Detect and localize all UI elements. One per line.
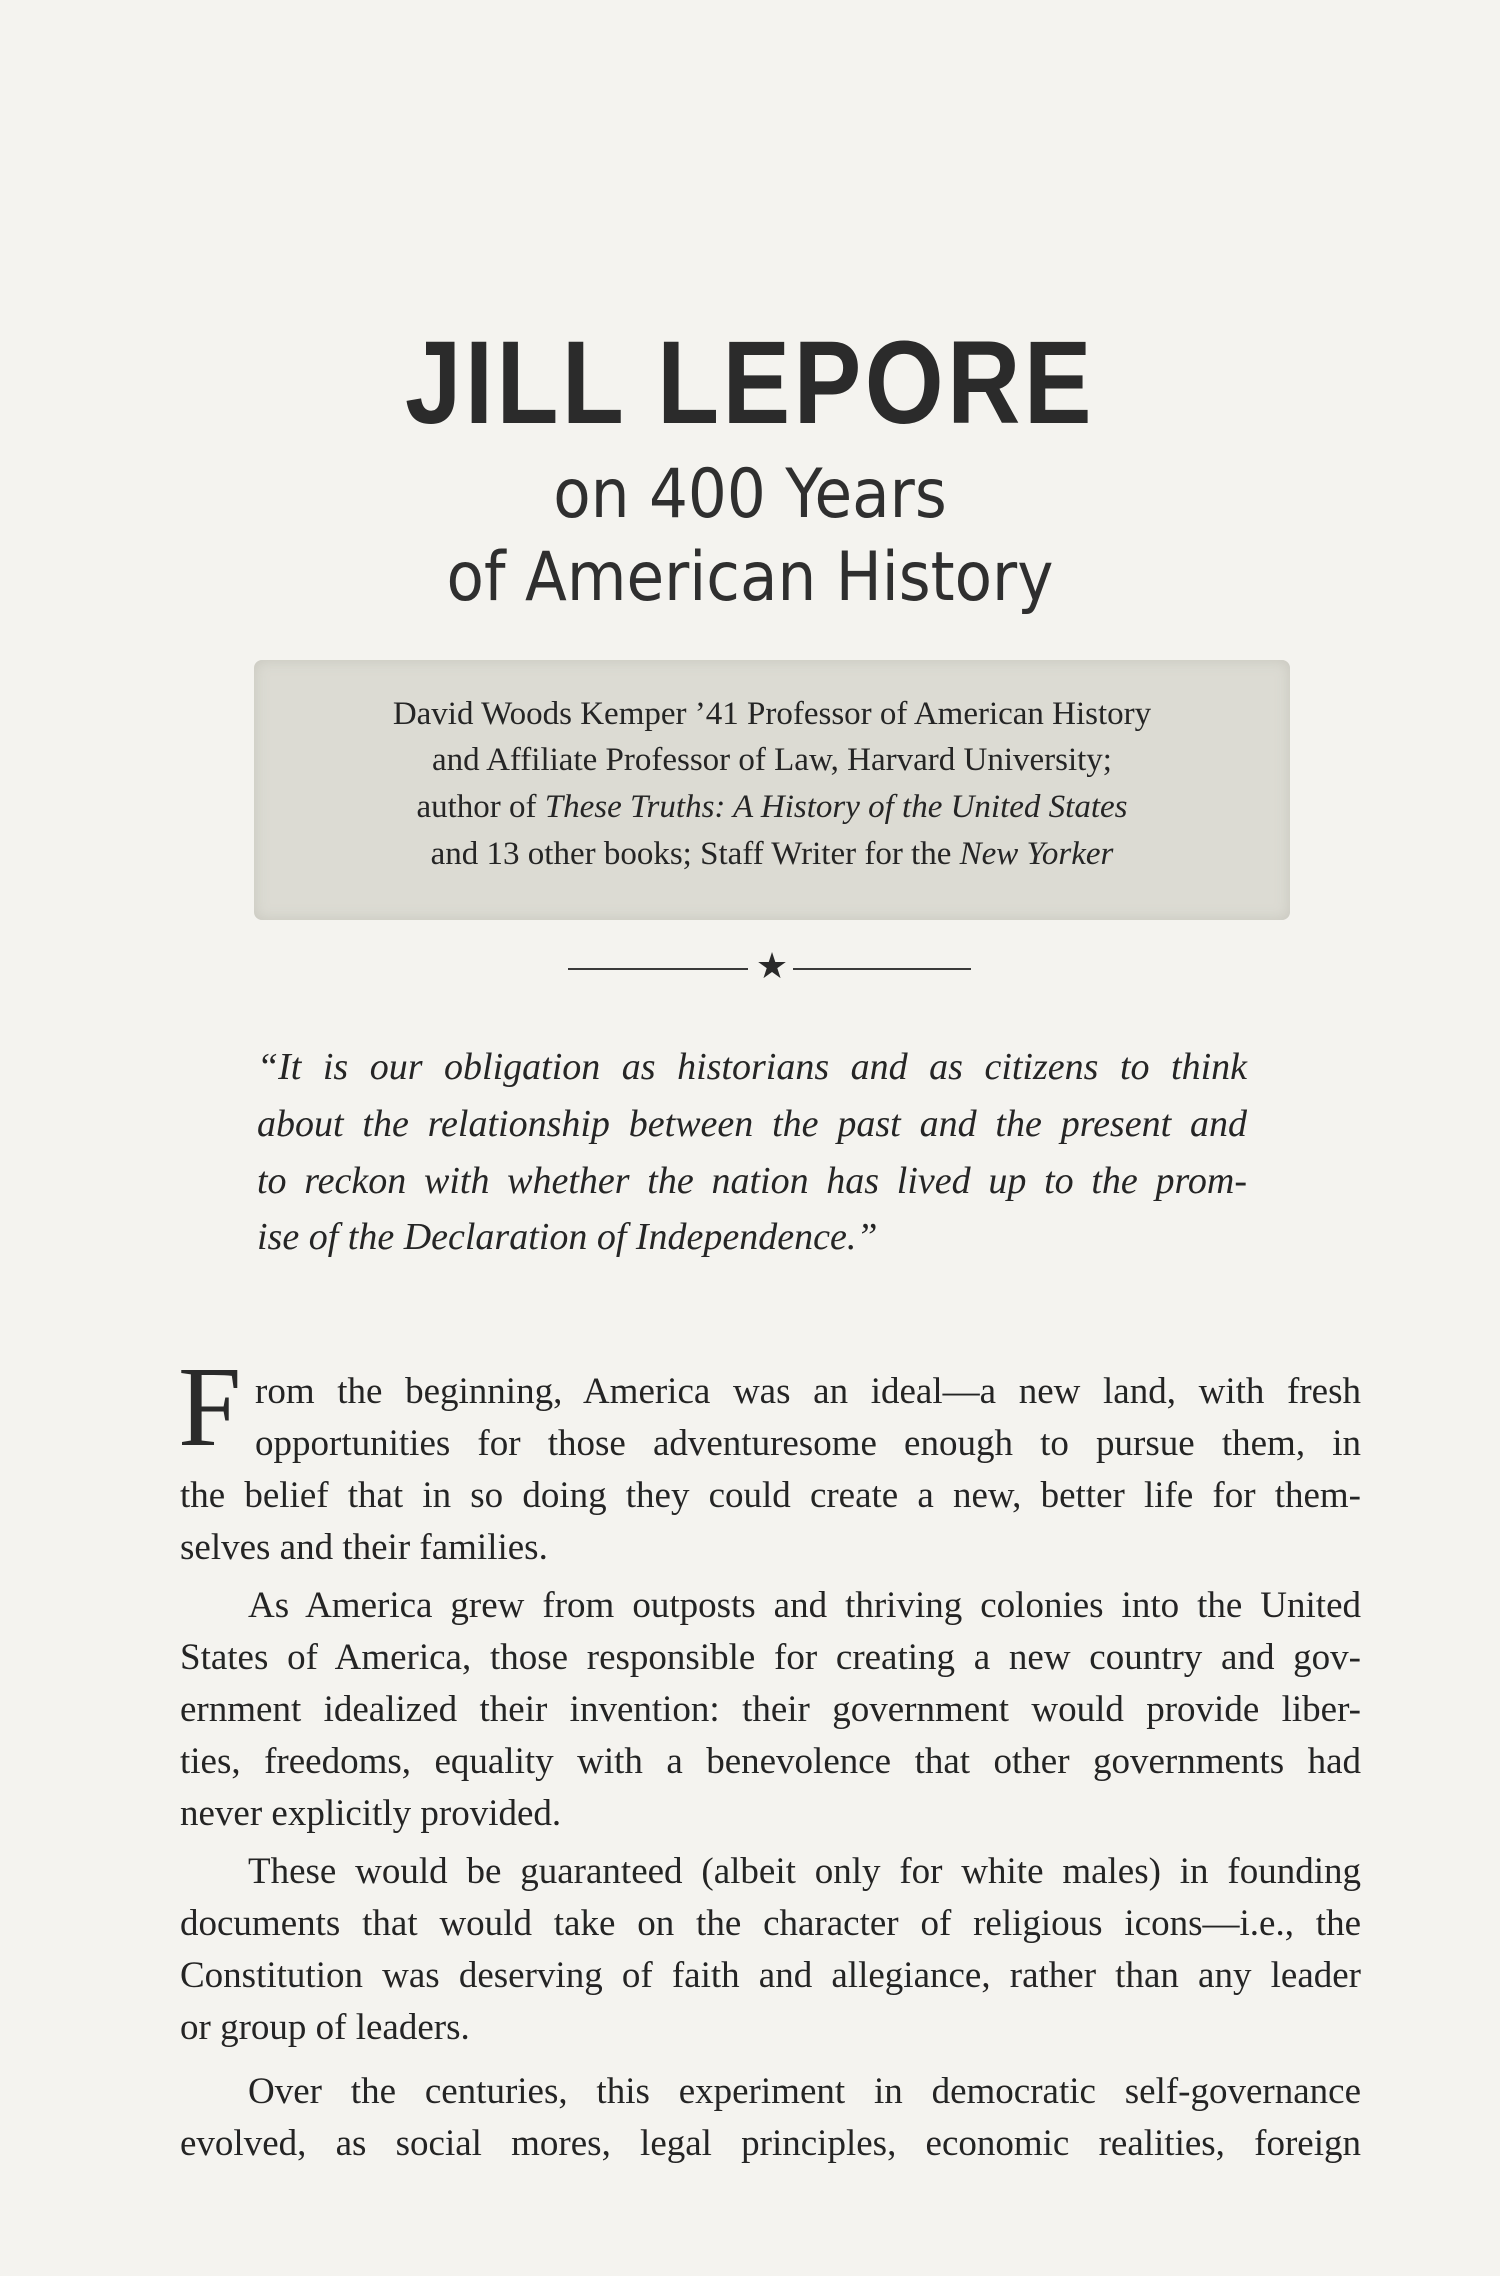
epigraph-quote-line: ise of the Declaration of Independence.”: [257, 1216, 878, 1258]
book-title: These Truths: A History of the United States: [544, 789, 1128, 825]
credentials-text: author of: [416, 789, 545, 825]
credentials-line: and Affiliate Professor of Law, Harvard University;: [432, 742, 1112, 778]
body-text-line: selves and their families.: [180, 1527, 548, 1568]
chapter-subtitle-line-2: of American History: [446, 538, 1054, 617]
divider-rule-left: [568, 968, 748, 970]
body-text-line: rom the beginning, America was an ideal—a new land, with fresh: [255, 1371, 1361, 1412]
epigraph-quote-line: about the relationship between the past and the present and: [257, 1103, 1247, 1145]
body-text-line: Over the centuries, this experiment in democratic self-governance: [248, 2071, 1361, 2112]
body-text-line: Constitution was deserving of faith and allegiance, rather than any leader: [180, 1955, 1361, 1996]
body-text-line: ernment idealized their invention: their government would provide liber-: [180, 1689, 1361, 1730]
body-text-line: or group of leaders.: [180, 2007, 470, 2048]
credentials-line: [254, 834, 1290, 874]
body-text-line: These would be guaranteed (albeit only for white males) in founding: [248, 1851, 1361, 1892]
credentials-text: and 13 other books; Staff Writer for the: [430, 836, 960, 872]
credentials-line: David Woods Kemper ’41 Professor of American History: [392, 696, 1152, 732]
body-text-line: ties, freedoms, equality with a benevolence that other governments had: [180, 1741, 1361, 1782]
body-text-line: documents that would take on the character of religious icons—i.e., the: [180, 1903, 1361, 1944]
body-text-line: the belief that in so doing they could create a new, better life for them-: [180, 1475, 1361, 1516]
body-text-line: States of America, those responsible for creating a new country and gov-: [180, 1637, 1361, 1678]
credentials-line: [254, 787, 1290, 827]
epigraph-quote-line: to reckon with whether the nation has lived up to the prom-: [257, 1160, 1247, 1202]
divider-rule-right: [793, 968, 971, 970]
body-text-line: opportunities for those adventuresome enough to pursue them, in: [255, 1423, 1361, 1464]
body-text-line: evolved, as social mores, legal principles, economic realities, foreign: [180, 2123, 1361, 2164]
publication-name: New Yorker: [959, 836, 1114, 872]
star-icon: ★: [755, 946, 789, 987]
drop-cap: F: [178, 1343, 242, 1470]
chapter-subtitle-line-1: on 400 Years: [553, 455, 947, 534]
body-text-line: never explicitly provided.: [180, 1793, 562, 1834]
chapter-author-title: JILL LEPORE: [404, 317, 1096, 449]
epigraph-quote-line: “It is our obligation as historians and as citizens to think: [257, 1046, 1247, 1088]
body-text-line: As America grew from outposts and thriving colonies into the United: [248, 1585, 1361, 1626]
